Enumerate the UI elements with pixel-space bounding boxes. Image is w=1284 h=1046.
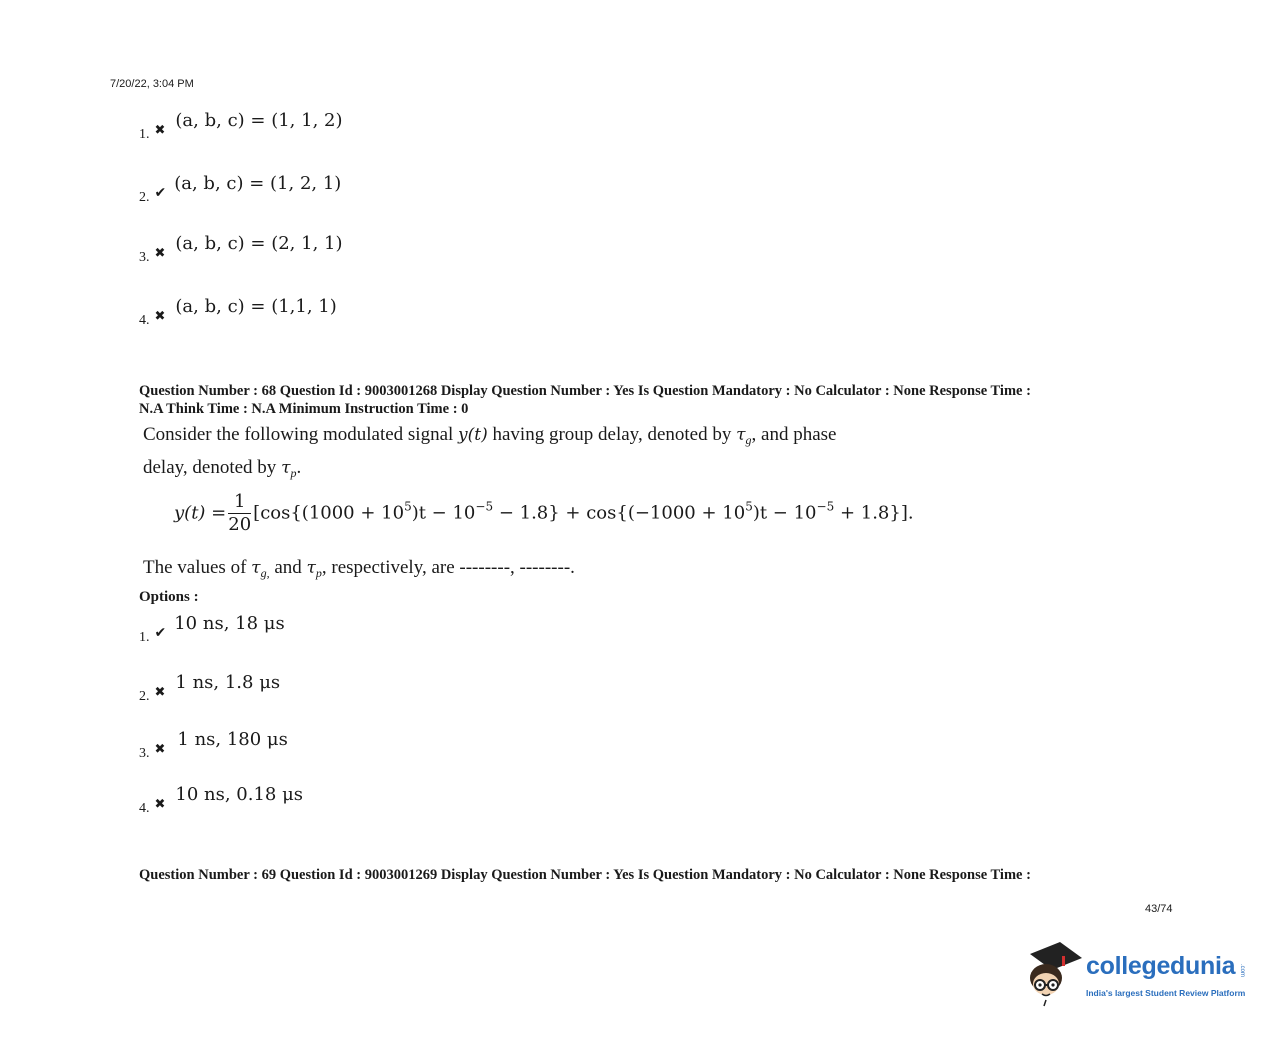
timestamp: 7/20/22, 3:04 PM xyxy=(110,78,194,90)
cross-mark-icon: ✖ xyxy=(154,309,166,324)
cross-mark-icon: ✖ xyxy=(154,742,166,757)
option-text: 10 ns, 18 μs xyxy=(174,613,285,634)
option-text: 1 ns, 180 μs xyxy=(177,729,288,750)
option-number: 1. xyxy=(139,630,150,645)
option-number: 2. xyxy=(139,689,150,704)
prev-option-2 xyxy=(139,173,342,205)
cross-mark-icon: ✖ xyxy=(154,797,166,812)
option-text: (a, b, c) = (2, 1, 1) xyxy=(175,233,343,254)
page-number: 43/74 xyxy=(1145,903,1173,915)
options-label: Options : xyxy=(139,589,199,605)
option-number: 4. xyxy=(139,313,150,328)
logo-tagline: India's largest Student Review Platform xyxy=(1086,988,1246,998)
q68-option-1 xyxy=(139,613,285,645)
q68-option-3 xyxy=(139,729,288,761)
q68-option-2 xyxy=(139,672,281,704)
option-text: 10 ns, 0.18 μs xyxy=(175,784,304,805)
option-text: (a, b, c) = (1, 2, 1) xyxy=(174,173,342,194)
values-question: The values of $\tau_{g,}$ and $\tau_p$, respectively, are --------, --------. xyxy=(143,557,575,580)
option-text: 1 ns, 1.8 μs xyxy=(175,672,281,693)
meta-line-1: Question Number : 68 Question Id : 9003001268 Display Question Number : Yes Is Question Mandatory : No Calculator : None Response Time : xyxy=(139,383,1031,399)
logo-wordmark: collegedunia xyxy=(1086,952,1236,980)
meta-line-2: N.A Think Time : N.A Minimum Instruction Time : 0 xyxy=(139,401,469,417)
logo-suffix: .com xyxy=(1239,964,1245,978)
option-number: 3. xyxy=(139,746,150,761)
check-mark-icon: ✔ xyxy=(154,185,167,201)
question-line-2: delay, denoted by $\tau_p$. xyxy=(143,457,302,480)
cross-mark-icon: ✖ xyxy=(154,246,166,261)
option-number: 3. xyxy=(139,250,150,265)
mascot-icon xyxy=(1024,940,1086,1010)
signal-equation: y(t) = $\frac{1}{20}$ $[\cos\{(1000 + 10^5)t - 10^{-5} - 1.8\} + \cos\{(-1000 + 10^5)t - 10^{-5} + 1.8\}]$. xyxy=(174,491,914,535)
option-text: (a, b, c) = (1,1, 1) xyxy=(175,296,337,317)
collegedunia-logo xyxy=(1024,940,1264,1010)
option-number: 1. xyxy=(139,127,150,142)
prev-option-3 xyxy=(139,233,343,265)
question-text xyxy=(143,421,836,487)
option-number: 2. xyxy=(139,190,150,205)
cross-mark-icon: ✖ xyxy=(154,685,166,700)
option-text: (a, b, c) = (1, 1, 2) xyxy=(175,110,343,131)
prev-option-4 xyxy=(139,296,337,328)
q68-option-4 xyxy=(139,784,304,816)
fraction: $\frac{1}{20}$ xyxy=(228,491,252,535)
cross-mark-icon: ✖ xyxy=(154,123,166,138)
option-number: 4. xyxy=(139,801,150,816)
question-68-meta xyxy=(139,382,1031,418)
question-69-meta: Question Number : 69 Question Id : 9003001269 Display Question Number : Yes Is Question Mandatory : No Calculator : None Response Time : xyxy=(139,867,1031,883)
check-mark-icon: ✔ xyxy=(154,625,167,641)
prev-option-1 xyxy=(139,110,343,142)
question-line-1: Consider the following modulated signal y(t) having group delay, denoted by $\tau_g$, and phase xyxy=(143,424,837,447)
